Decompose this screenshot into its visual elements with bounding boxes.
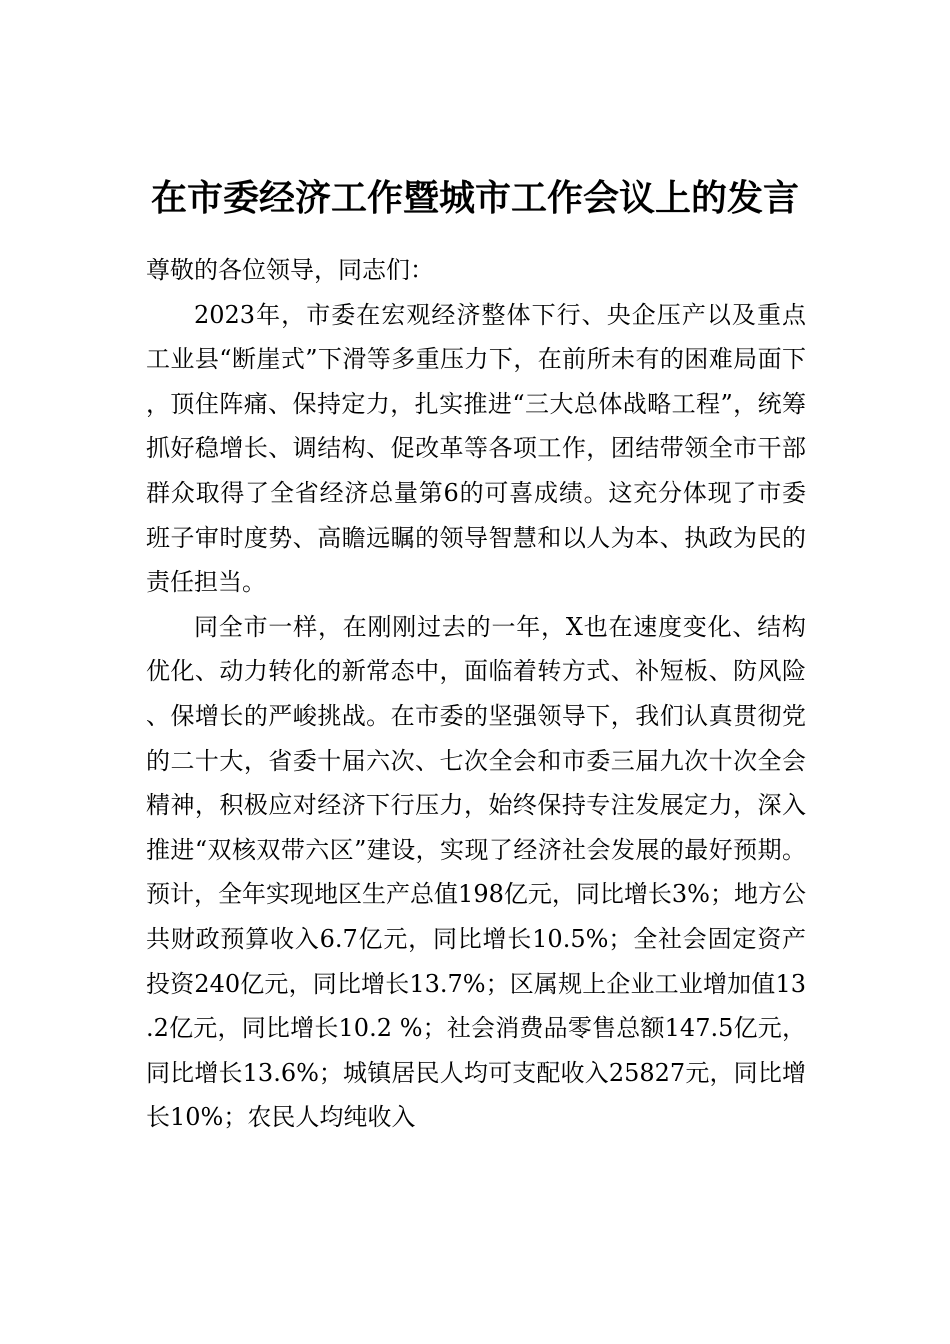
- paragraph-1: 2023年，市委在宏观经济整体下行、央企压产以及重点工业县“断崖式”下滑等多重压力下，在前所未有的困难局面下，顶住阵痛、保持定力，扎实推进“三大总体战略工程”，统筹抓好稳增长、调结构、促改革等各项工作，团结带领全市干部群众取得了全省经济总量第6的可喜成绩。这充分体现了市委班子审时度势、高瞻远瞩的领导智慧和以人为本、执政为民的责任担当。: [146, 300, 806, 597]
- document-title: 在市委经济工作暨城市工作会议上的发言: [150, 177, 799, 219]
- paragraph-2: 同全市一样，在刚刚过去的一年，X也在速度变化、结构优化、动力转化的新常态中，面临着转方式、补短板、防风险、保增长的严峻挑战。在市委的坚强领导下，我们认真贯彻党的二十大，省委十届六次、七次全会和市委三届九次十次全会精神，积极应对经济下行压力，始终保持专注发展定力，深入推进“双核双带六区”建设，实现了经济社会发展的最好预期。预计，全年实现地区生产总值198亿元，同比增长3%；地方公共财政预算收入6.7亿元，同比增长10.5%；全社会固定资产投资240亿元，同比增长13.7%；区属规上企业工业增加值13.2亿元，同比增长10.2 %；社会消费品零售总额147.5亿元，同比增长13.6%；城镇居民人均可支配收入25827元，同比增长10%；农民人均纯收入: [146, 612, 806, 1132]
- document-body: [146, 248, 806, 1140]
- salutation: 尊敬的各位领导，同志们：: [146, 256, 434, 284]
